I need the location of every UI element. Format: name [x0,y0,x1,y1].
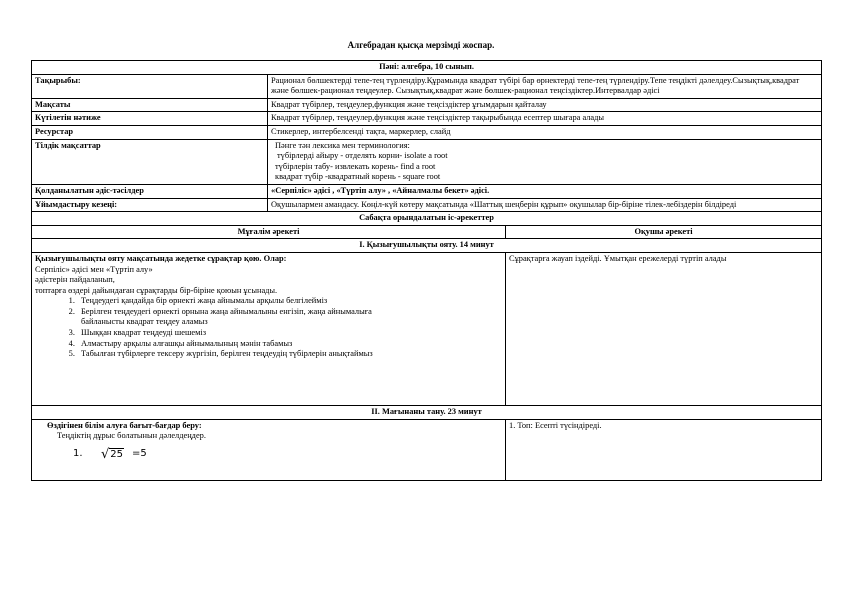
stage1-intro: Қызығушылықты ояту мақсатында жедетке сұрақтар қою. Олар: [35,253,287,263]
stage1-student-cell: Сұрақтарға жауап іздейді. Ұмытқан ережелерді түртіп алады [506,252,822,405]
section-title-row [32,212,822,226]
section-title: Сабақта орындалатын іс-әрекеттер [32,212,822,226]
subject-cell: Пәні: алгебра, 10 сынып. [32,61,822,75]
stage1-method-line: әдістерін пайдаланып, [35,275,115,285]
student-column-header: Оқушы әрекеті [506,225,822,239]
info-label: Мақсаты [32,98,268,112]
list-item: 1. Теңдеудегі қандайда бір өрнекті жаңа айнымалы арқылы белгілейміз [77,296,502,307]
info-value: Квадрат түбірлер, теңдеулер,функция және теңсіздіктер ұғымдарын қайталау [268,98,822,112]
stage2-content-row [32,419,822,480]
list-item [77,307,502,328]
info-row-goal [32,98,822,112]
organization-label: Ұйымдастыру кезеңі: [32,198,268,212]
stage2-title-row [32,405,822,419]
stage1-title-row [32,239,822,253]
terminology-line: квадрат түбір -квадратный корень - square root [275,172,441,182]
info-label: Күтілетін нәтиже [32,112,268,126]
terminology-heading: Пәнге тән лексика мен терминология: [275,140,410,150]
stage1-method-line: топтарға өздері дайындаған сұрақтарды бір-біріне қоюын ұсынады. [35,285,278,295]
organization-row [32,198,822,212]
organization-value: Оқушылармен амандасу. Көңіл-күй көтеру мақсатында «Шаттық шеңберін құрып» оқушылар бір-біріне тілек-лебіздерін білдіреді [268,198,822,212]
stage1-method-line: Серпіліс» әдісі мен «Түртіп алу» [35,264,153,274]
stage2-teacher-cell [32,419,506,480]
columns-header-row [32,225,822,239]
terminology-line: түбірлерін табу- извлекать корень- find a root [275,161,436,171]
list-item: 4. Алмастыру арқылы алғашқы айнымалының мәнін табамыз [77,339,502,350]
math-example [35,448,502,461]
list-item: 3. Шыққан квадрат теңдеуді шешеміз [77,328,502,339]
stage1-title: І. Қызығушылықты ояту. 14 минут [32,239,822,253]
language-goals-label: Тілдік мақсаттар [32,139,268,184]
methods-label: Қолданылатын әдіс-тәсілдер [32,184,268,198]
methods-row [32,184,822,198]
list-item-continuation: байланысты квадрат теңдеу аламыз [81,317,208,327]
methods-value: «Серпіліс» әдісі , «Түртіп алу» , «Айналмалы бекет» әдісі. [268,184,822,198]
language-goals-cell [268,139,822,184]
sqrt-argument: 25 [110,448,124,460]
info-label: Тақырыбы: [32,74,268,98]
info-value: Рационал бөлшектерді тепе-тең түрлендіру.Құрамында квадрат түбірі бар өрнектерді тепе-тең түрлендіру.Тепе теңдікті дәлелдеу.Сызықтық,квадрат және бөлшек-рационал теңдеулер. Сызықтық,квадрат және бөлшек-рационал теңсіздіктер.Интервалдар әдісі [268,74,822,98]
math-result: =5 [132,447,147,459]
list-item: 5. Табылған түбірлерге тексеру жүргізіп, берілген теңдеудің түбірлерін анықтаймыз [77,349,502,360]
stage1-teacher-cell [32,252,506,405]
teacher-column-header: Мұғалім әрекеті [32,225,506,239]
sqrt-expression [101,448,124,461]
sqrt-icon: √ [101,446,110,462]
document-title: Алгебрадан қысқа мерзімді жоспар. [347,40,495,50]
info-row-expected-result [32,112,822,126]
info-row-resources [32,125,822,139]
info-value: Стикерлер, интербелсенді тақта, маркерлер, слайд [268,125,822,139]
stage1-task-list [35,296,502,360]
stage2-student-cell: 1. Топ: Есепті түсіндіреді. [506,419,822,480]
stage2-title: ІІ. Мағынаны тану. 23 минут [32,405,822,419]
list-item-text: Берілген теңдеудегі өрнекті орнына жаңа айнымалыны енгізіп, жаңа айнымалыға [81,306,372,316]
info-value: Квадрат түбірлер, теңдеулер,функция және теңсіздіктер тақырыбында есептер шығара алады [268,112,822,126]
stage2-subheading: Теңдіктің дұрыс болатынын дәлелдеңдер. [57,431,206,441]
info-label: Ресурстар [32,125,268,139]
lesson-plan-table [31,60,822,481]
info-row-topic [32,74,822,98]
subject-row [32,61,822,75]
stage1-content-row [32,252,822,405]
language-goals-row [32,139,822,184]
terminology-line: түбірлерді айыру - отделять корни- isolate a root [277,151,448,161]
math-item-number: 1. [73,447,83,459]
stage2-heading: Өздігінен білім алуға бағыт-бағдар беру: [47,420,202,430]
